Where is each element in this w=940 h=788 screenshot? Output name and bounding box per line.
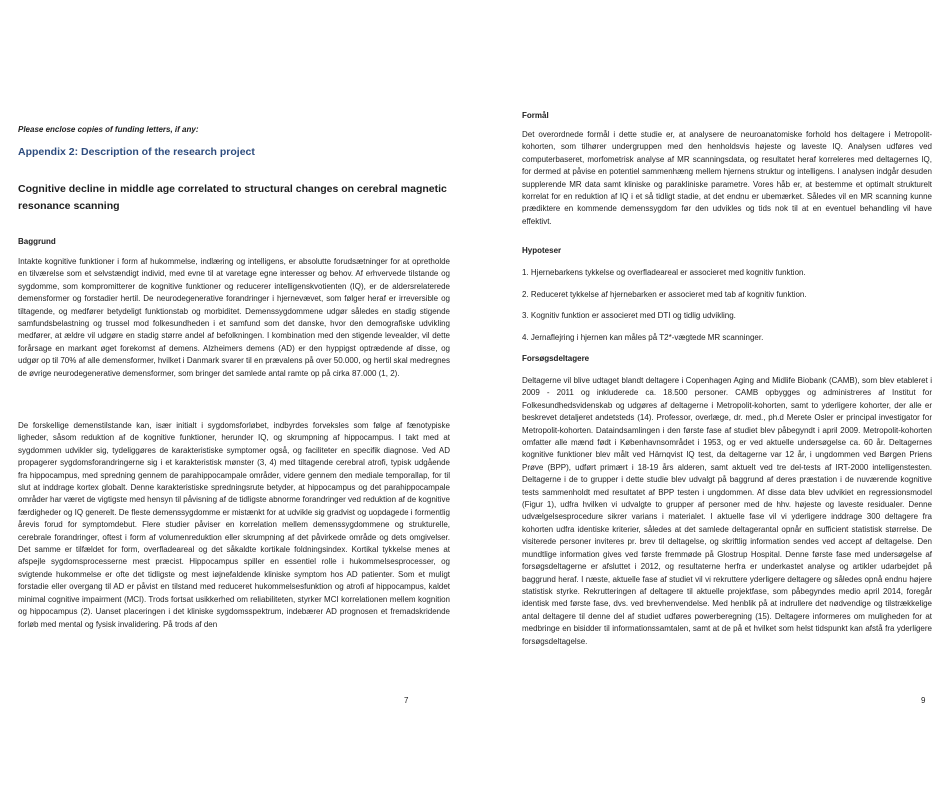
hypothesis-item: 3. Kognitiv funktion er associeret med DTI og tidlig udvikling. [522, 311, 736, 320]
document-page-right [470, 0, 940, 788]
appendix-title: Appendix 2: Description of the research project [18, 146, 255, 158]
page-number: 7 [404, 696, 409, 705]
paragraph-forsoegsdeltagere: Deltagerne vil blive udtaget blandt deltagere i Copenhagen Aging and Midlife Biobank (CAMB), som blev etableret i 2009 - 2011 og inkluderede ca. 18.500 personer. CAMB opbygges og administreres af Institut for Folkesundhedsvidenskab og udgøres af deltagerne i Metropolit-kohorten, samt to yderligere kohorter, der alle er beskrevet detaljeret andetsteds (14). Professor, overlæge, dr. med., ph.d Merete Osler er principal investigator for Metropolit-kohorten. Dataindsamlingen i den første fase af studiet blev påbegyndt i april 2009. Metropolit-kohorten omfatter alle mænd født i Københavnsområdet i 1953, og er ved aktuelle undersøgelse ca. 60 år. Deltagernes kognitive funktioner blev målt ved Härnqvist IQ test, da deltagerne var 12 år, i ungdommen ved Børgen Priens Prøve (BPP), udført primært i 18-19 års alderen, samt aktuelt ved tre del-tests af IRT-2000 intelligenstesten. Deltagerne i de to grupper i dette studie blev udvalgt på baggrund af deres præstation i de nuværende kognitive tests sammenholdt med resultatet af BPP testen i ungdommen. Af disse data blev udvikiet en regressionsmodel (Figur 1), udfra hvilken vi udvalgte to grupper af personer med de hhv. højeste og laveste residualer. Denne udvælgelsesprocedure sikrer varians i materialet. I aktuelle fase vil vi yderligere inddrage 300 deltagere fra kohorten udfra identiske kriterier, således at det samlede deltagerantal opnår en sufficient statistisk størrelse. De visiterede personer inviteres pr. brev til deltagelse, og skriftlig information sendes ved accept af deltagelse. Den mundtlige information gives ved første fremmøde på Glostrup Hospital. Denne første fase med undersøgelse af forsøgsdeltagerne er afsluttet i 2012, og resultaterne herfra er underkastet analyse og artikler udarbejdet på baggrund heraf. I næste, aktuelle fase af studiet vil vi rekruttere yderligere deltagere og således opnå endnu højere statistisk styrke. Rekrutteringen af deltagere til aktuelle projektfase, som påbegyndes medio april 2014, foregår identisk med første fase, dvs. ved brevhenvendelse. Med henblik på at indrullere det nødvendige og tilstrækkelige antal deltagere til denne del af studiet udføres powerberegning (15). Deltagere informeres om muligheden for at medbringe en bisidder til informationssamtalen, samt at de på et hvilket som helst tidspunkt kan afstå fra yderligere forsøgsdeltagelse. [522, 376, 932, 646]
section-heading-forsoegsdeltagere: Forsøgsdeltagere [522, 354, 590, 363]
hypothesis-item: 1. Hjernebarkens tykkelse og overfladeareal er associeret med kognitiv funktion. [522, 268, 806, 277]
hypothesis-item: 2. Reduceret tykkelse af hjernebarken er associeret med tab af kognitiv funktion. [522, 290, 807, 299]
section-heading-hypoteser: Hypoteser [522, 246, 562, 255]
section-heading-formaal: Formål [522, 111, 549, 120]
paragraph-formaal: Det overordnede formål i dette studie er, at analysere de neuroanatomiske forhold hos deltagere i Metropolit-kohorten, som tilhører undergruppen med den henholdsvis højeste og laveste IQ. Analysen udføres ved computerbaseret, morfometrisk analyse af MR scanningsdata, og resultatet heraf korreleres med deltagernes IQ, for dermed at påvise en potentiel sammenhæng mellem hjernens struktur og intelligens. I analysen indgår desuden supplerende MR data samt kliniske og parakliniske parametre. Vores håb er, at bestemme et optimalt strukturelt korrelat for en reduktion af IQ i et så tidligt stadie, at det endnu er ubemærket. Således vil en MR scanning kunne prædiktere en kommende demenssygdom før den udvikles og tids nok til at en eventuel behandling vil have effektivt. [522, 130, 932, 226]
paragraph-baggrund-2: De forskellige demenstilstande kan, især initialt i sygdomsforløbet, indbyrdes forveksles som følge af fænotypiske ligheder, såsom reduktion af de kognitive funktioner, herunder IQ, og skrumpning af hippocampus. I takt med at sygdommen udvikler sig, tydeliggøres de karakteristiske symptomer også, og faciliteter en specifik diagnose. Ved AD propagerer sygdomsforandringerne sig i et karakteristisk mønster (3, 4) med tiltagende cerebral atrofi, typisk udgående fra hippocampus, med spredning gennem de parahippocampale områder, videre gennem den mediale temporallap, for til slut at inddrage kortex globalt. Denne karakteristiske spredningsrute betyder, at hippocampus og det parahippocampale områder har været de vigtigste med hensyn til påvisning af de tidligste abnorme forandringer ved reduktion af de kognitive færdigheder og IQ generelt. De fleste demenssygdomme er mistænkt for at udvikle sig gradvist og uopdagede i formentlig årevis forud for symptomdebut. Flere studier påviser en korrelation mellem demenssygdommene og strukturelle, cerebrale forandringer, oftest i form af volumenreduktion eller skrumpning af det påvirkede område og dets omgivelser. Det samme er tilfældet for form, overfladeareal og det såkaldte kortikale foldningsindex. Kortikal tykkelse menes at afspejle sygdomsprocesserne mest præcist. Hippocampus spiller en essentiel rolle i hukommelsesprocesser, og svigtende hukommelse er ofte det tidligste og mest iøjnefaldende kliniske symptom hos AD patienter. Som et muligt forstadie eller overgang til AD er påvist en tilstand med reduceret hukommelsesfunktion og atrofi af hippocampus, kaldet minimal cognitive impairment (MCI). Trods fortsat usikkerhed om reliabiliteten, styrker MCI korrelationen mellem kognition og hippocampus (2). Uanset placeringen i det kliniske sygdomsspektrum, indebærer AD prognosen et fremadskridende forløb med mental og fysisk invalidering. På trods af den [18, 421, 450, 629]
page-number: 9 [921, 696, 926, 705]
paragraph-baggrund-1: Intakte kognitive funktioner i form af hukommelse, indlæring og intelligens, er absolutte forudsætninger for at opretholde en tilværelse som et selvstændigt individ, med evne til at varetage egne interesser og behov. Af erhvervede tilstande og sygdomme, som kompromitterer de kognitive funktioner og reducerer intelligenskvotienten (IQ), er de aldersrelaterede demensformer og forstadier hertil. De neurodegenerative forandringer i hjernevævet, som følger heraf er irreversible og tiltagende, og medfører betydeligt funktionstab og morbiditet. Demenssygdommene udgør således en stadig stigende samfundsbelastning og trussel mod folkesundheden i et samfund som det danske, hvor den demografiske udvikling medfører, at ældre vil udgøre en stadig større andel af befolkningen. I kombination med den stigende levealder, vil dette forårsage en markant øget forekomst af demens. Alzheimers demens (AD) er den hyppigst optrædende af disse, og udgør op til 70% af alle demensformer, hvilket i Danmark svarer til en prævalens på over 50.000, og hertil skal medregnes de øvrige neurodegenerative demensformer, som bringer det samlede antal ramte op på cirka 87.000 (1, 2). [18, 257, 450, 378]
project-title: Cognitive decline in middle age correlated to structural changes on cerebral magnetic resonance scanning [18, 183, 447, 212]
hypothesis-item: 4. Jernaflejring i hjernen kan måles på T2*-vægtede MR scanninger. [522, 333, 764, 342]
section-heading-baggrund: Baggrund [18, 237, 56, 246]
funding-note: Please enclose copies of funding letters, if any: [18, 125, 199, 134]
